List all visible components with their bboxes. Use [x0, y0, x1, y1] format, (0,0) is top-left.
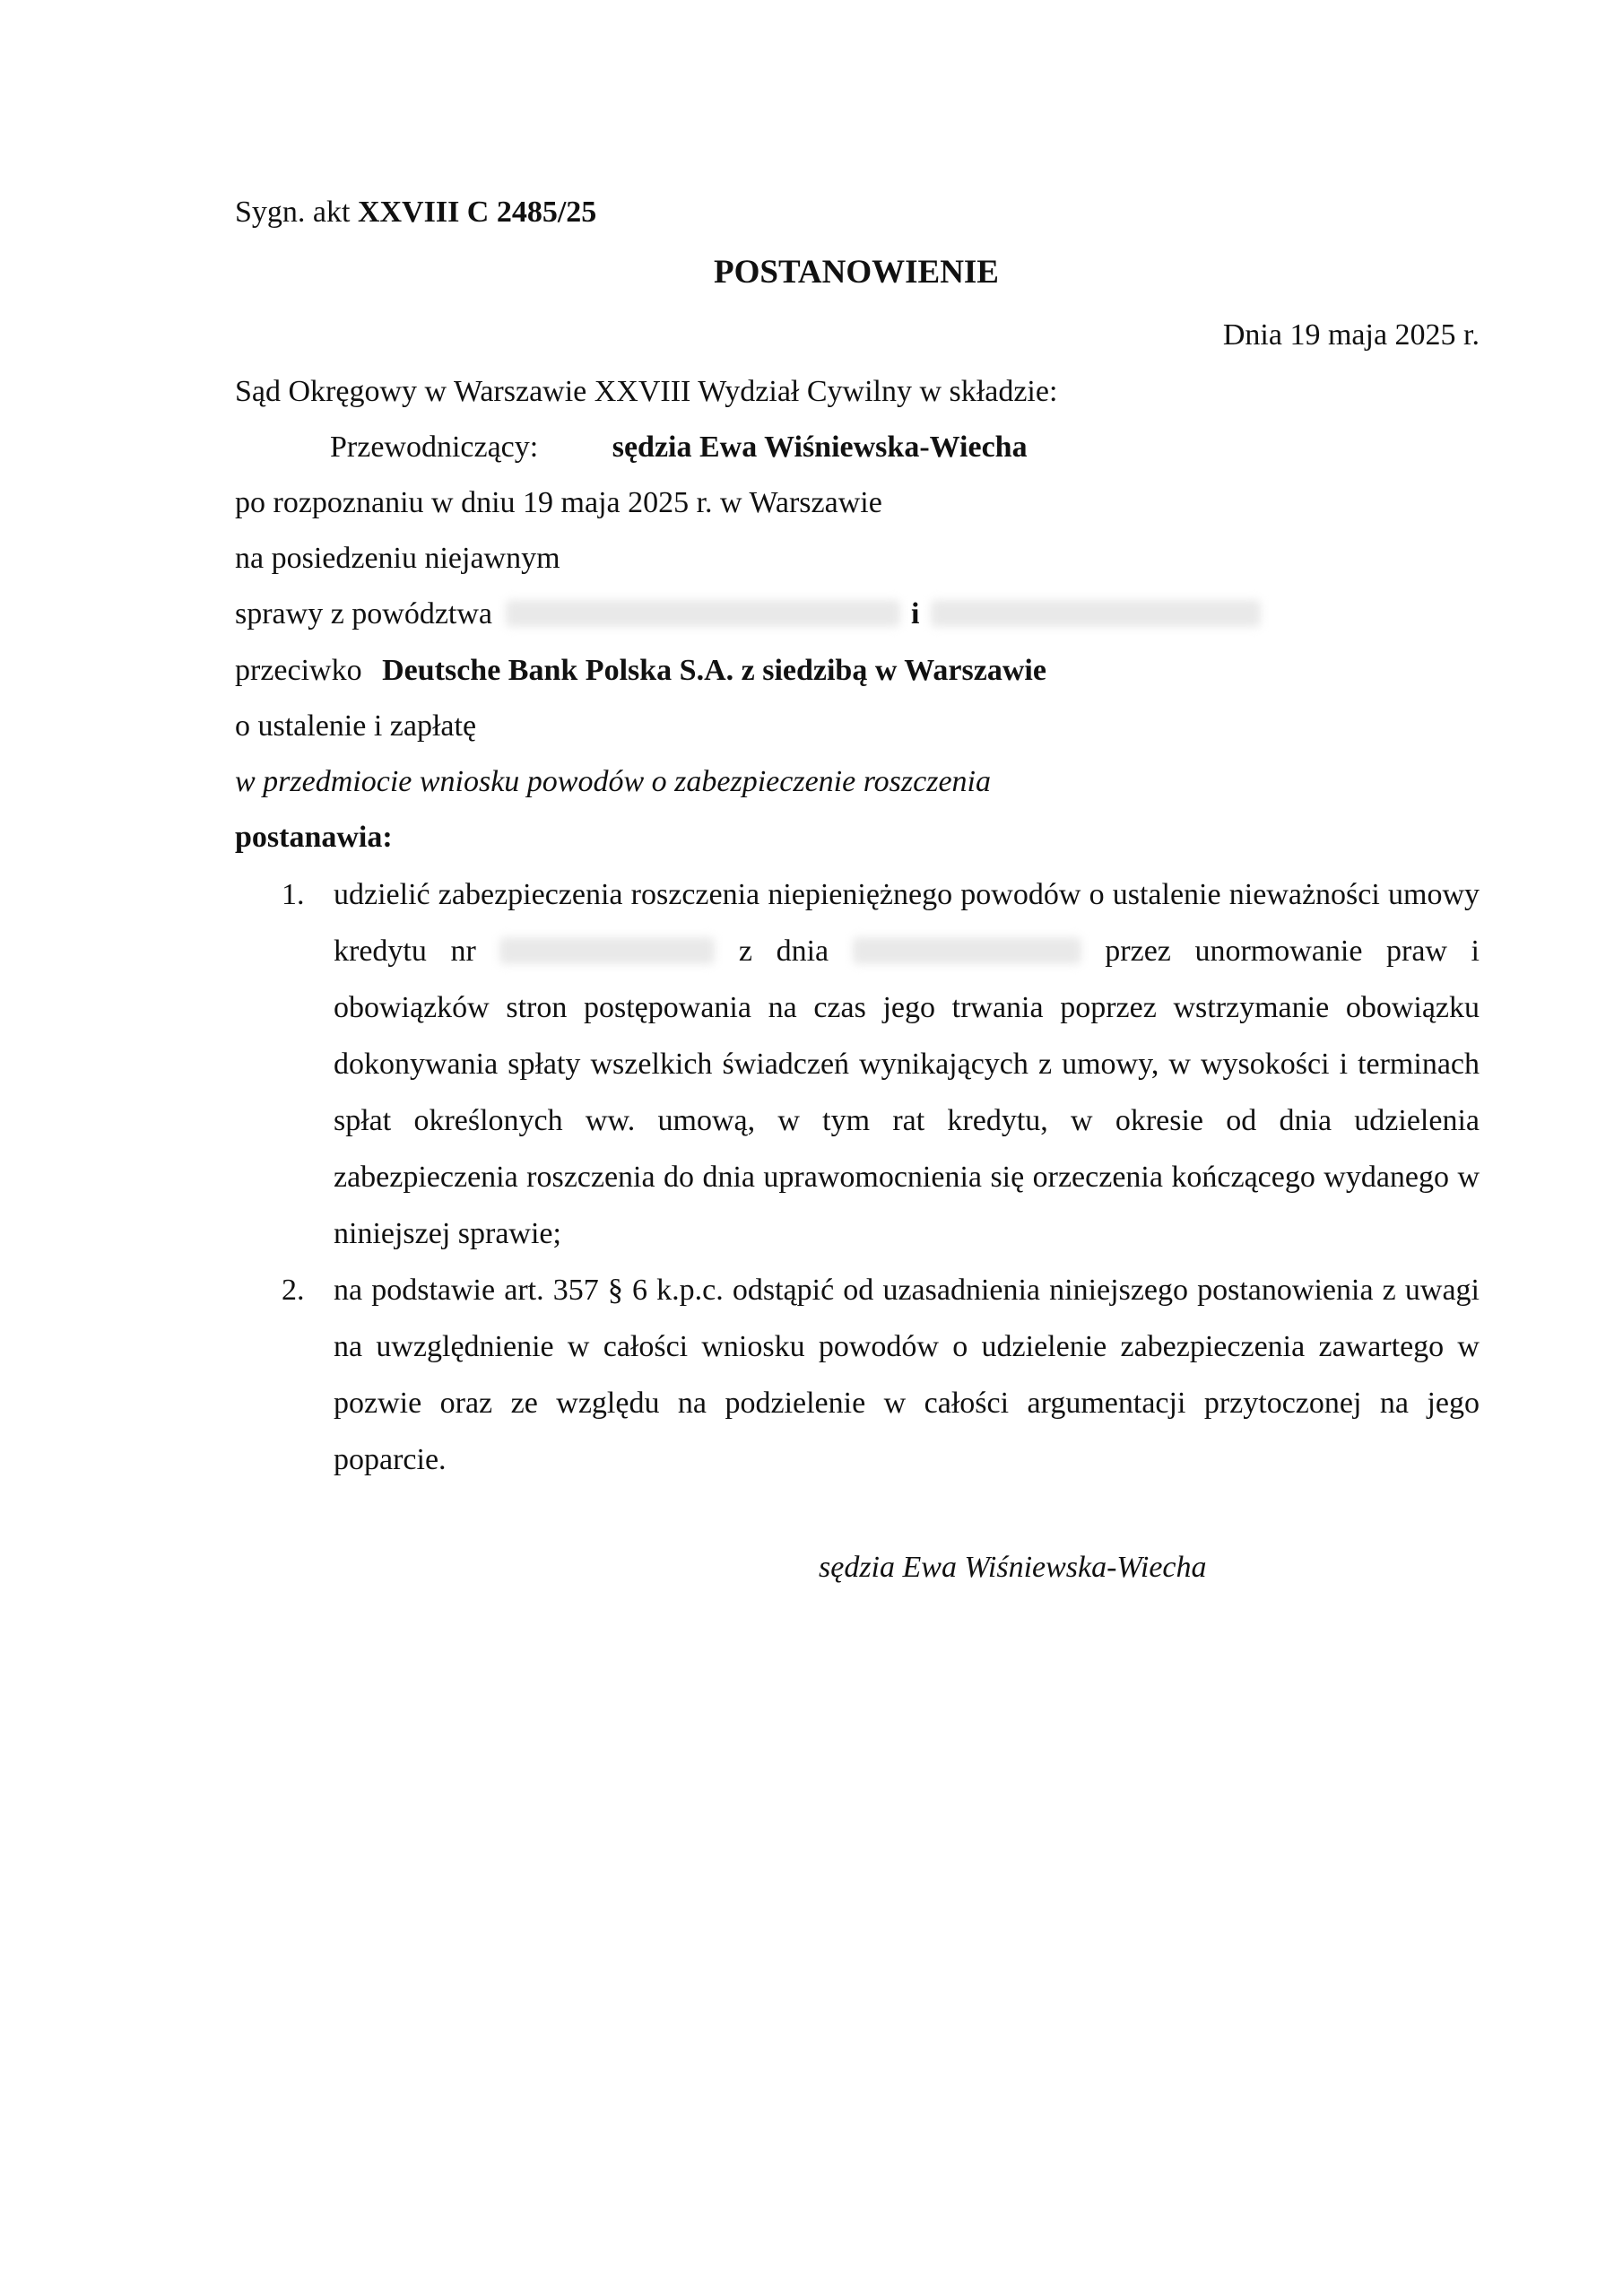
judge-signature: sędzia Ewa Wiśniewska-Wiecha — [819, 1551, 1207, 1584]
item-text-part: udzielić zabezpieczenia roszczenia niepieniężnego powodów o ustalenie nieważności umowy kredytu nr — [334, 878, 1480, 968]
defendant-line — [235, 653, 1046, 689]
list-item — [235, 866, 1480, 1262]
case-reference — [235, 195, 596, 230]
item-number: 1. — [282, 878, 305, 911]
redacted-plaintiff-2 — [931, 600, 1261, 627]
item-text-part: z dnia — [738, 935, 829, 968]
court-composition: Sąd Okręgowy w Warszawie XXVIII Wydział Cywilny w składzie: — [235, 375, 1058, 408]
defendant-name: Deutsche Bank Polska S.A. z siedzibą w Warszawie — [382, 654, 1046, 687]
list-item — [235, 1262, 1480, 1488]
decision-label: postanawia: — [235, 821, 393, 854]
item-text — [334, 866, 1480, 1262]
plaintiffs-prefix: sprawy z powództwa — [235, 597, 493, 631]
presiding-label: Przewodniczący: — [330, 430, 539, 464]
document-date: Dnia 19 maja 2025 r. — [1222, 318, 1480, 352]
decision-list — [235, 866, 1480, 1488]
defendant-prefix: przeciwko — [235, 654, 362, 687]
item-text-part: przez unormowanie praw i obowiązków stron postępowania na czas jego trwania poprzez wstrzymanie obowiązku dokonywania spłaty wszelkich świadczeń wynikających z umowy, w wysokości i terminach spłat określonych ww. umową, w tym rat kredytu, w okresie od dnia udzielenia zabezpieczenia roszczenia do dnia uprawomocnienia się orzeczenia kończącego wydanego w niniejszej sprawie; — [334, 935, 1480, 1250]
redacted-agreement-date — [853, 937, 1081, 964]
subject-line: o ustalenie i zapłatę — [235, 709, 477, 743]
item-number: 2. — [282, 1274, 305, 1307]
presiding-judge-line — [330, 430, 1028, 465]
item-text: na podstawie art. 357 § 6 k.p.c. odstąpić od uzasadnienia niniejszego postanowienia z uwagi na uwzględnienie w całości wniosku powodów o udzielenie zabezpieczenia zawartego w pozwie oraz ze względu na podzielenie w całości argumentacji przytoczonej na jego poparcie. — [334, 1274, 1480, 1476]
session-line: na posiedzeniu niejawnym — [235, 542, 560, 575]
plaintiffs-conjunction: i — [911, 597, 920, 631]
hearing-line: po rozpoznaniu w dniu 19 maja 2025 r. w Warszawie — [235, 486, 882, 519]
presiding-judge-name: sędzia Ewa Wiśniewska-Wiecha — [612, 430, 1028, 464]
document-title: POSTANOWIENIE — [714, 254, 999, 291]
redacted-plaintiff-1 — [506, 600, 900, 627]
redacted-agreement-number — [499, 937, 715, 964]
matter-line: w przedmiocie wniosku powodów o zabezpieczenie roszczenia — [235, 765, 991, 798]
plaintiffs-line — [235, 596, 1261, 632]
case-prefix: Sygn. akt — [235, 196, 351, 229]
case-number: XXVIII C 2485/25 — [357, 196, 597, 229]
